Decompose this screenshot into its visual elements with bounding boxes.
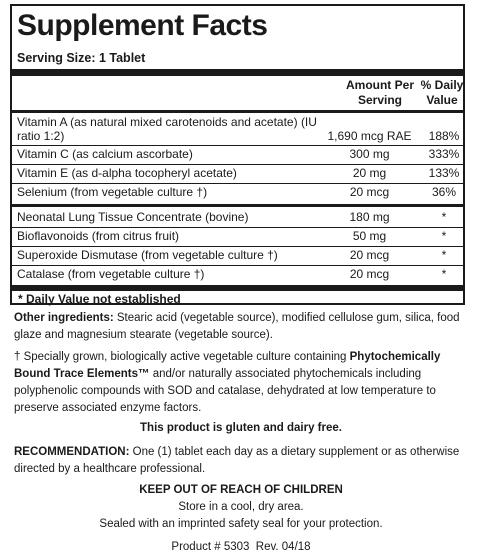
thick-divider-top xyxy=(12,69,463,76)
section-divider xyxy=(12,204,463,207)
nutrient-amount: 20 mcg xyxy=(349,185,390,199)
nutrient-amount: 20 mcg xyxy=(349,267,390,281)
nutrient-name: Vitamin C (as calcium ascorbate) xyxy=(17,147,193,161)
nutrient-daily-value: 36% xyxy=(431,185,457,199)
recommendation xyxy=(14,444,469,478)
nutrient-name: Neonatal Lung Tissue Concentrate (bovine) xyxy=(17,210,249,224)
nutrient-amount: 180 mg xyxy=(349,210,390,224)
daily-value-footnote: * Daily Value not established xyxy=(18,292,181,306)
culture-note-bold: Phytochemically Bound Trace Elements™ xyxy=(14,351,441,380)
nutrient-amount: 1,690 mcg RAE xyxy=(327,129,412,143)
nutrient-daily-value: 133% xyxy=(428,166,460,180)
row-divider xyxy=(12,183,463,184)
child-warning: KEEP OUT OF REACH OF CHILDREN xyxy=(139,484,343,496)
nutrient-daily-value: * xyxy=(441,267,447,281)
nutrient-amount: 300 mg xyxy=(349,147,390,161)
facts-title: Supplement Facts xyxy=(17,9,268,42)
safety-seal-note: Sealed with an imprinted safety seal for your protection. xyxy=(99,518,383,530)
row-divider xyxy=(12,227,463,228)
nutrient-name: Selenium (from vegetable culture †) xyxy=(17,185,208,199)
nutrient-amount: 50 mg xyxy=(352,229,387,243)
nutrient-daily-value: 188% xyxy=(428,129,460,143)
culture-note-lead: † Specially grown, biologically active vegetable culture containing xyxy=(14,351,347,363)
supplement-facts-panel xyxy=(10,4,465,305)
nutrient-name: Superoxide Dismutase (from vegetable culture †) xyxy=(17,248,278,262)
other-ingredients-text: Stearic acid (vegetable source), modified cellulose gum, silica, food glaze and magnesium stearate (vegetable source). xyxy=(14,312,460,341)
row-divider xyxy=(12,265,463,266)
nutrient-daily-value: * xyxy=(441,229,447,243)
culture-note-rest: and/or naturally associated phytochemicals including polyphenolic compounds with SOD and catalase, dehydrated at low temperature to preserve associated enzyme factors. xyxy=(14,368,436,414)
nutrient-name: Vitamin E (as d-alpha tocopheryl acetate) xyxy=(17,166,237,180)
storage-instructions: Store in a cool, dry area. xyxy=(178,501,304,513)
thick-divider-bottom xyxy=(12,285,463,291)
nutrient-name: Bioflavonoids (from citrus fruit) xyxy=(17,229,180,243)
gluten-free-statement: This product is gluten and dairy free. xyxy=(140,422,342,434)
row-divider xyxy=(12,246,463,247)
nutrient-amount: 20 mcg xyxy=(349,248,390,262)
other-ingredients xyxy=(14,310,469,344)
other-ingredients-label: Other ingredients: xyxy=(14,312,114,324)
culture-note xyxy=(14,349,469,417)
nutrient-daily-value: 333% xyxy=(428,147,460,161)
recommendation-text: One (1) tablet each day as a dietary supplement or as otherwise directed by a healthcare professional. xyxy=(14,446,460,475)
nutrient-amount: 20 mg xyxy=(352,166,387,180)
recommendation-label: RECOMMENDATION: xyxy=(14,446,130,458)
column-header-amount: Amount Per Serving xyxy=(345,78,414,107)
column-header-daily-value: % Daily Value xyxy=(420,78,464,107)
row-divider xyxy=(12,164,463,165)
nutrient-daily-value: * xyxy=(441,248,447,262)
table-row xyxy=(12,115,463,145)
header-divider xyxy=(12,110,463,113)
row-divider xyxy=(12,145,463,146)
nutrient-name: Vitamin A (as natural mixed carotenoids and acetate) (IU ratio 1:2) xyxy=(17,115,317,143)
nutrient-name: Catalase (from vegetable culture †) xyxy=(17,267,205,281)
serving-size: Serving Size: 1 Tablet xyxy=(17,51,146,65)
nutrient-daily-value: * xyxy=(441,210,447,224)
product-number: Product # 5303 Rev. 04/18 xyxy=(171,541,311,553)
